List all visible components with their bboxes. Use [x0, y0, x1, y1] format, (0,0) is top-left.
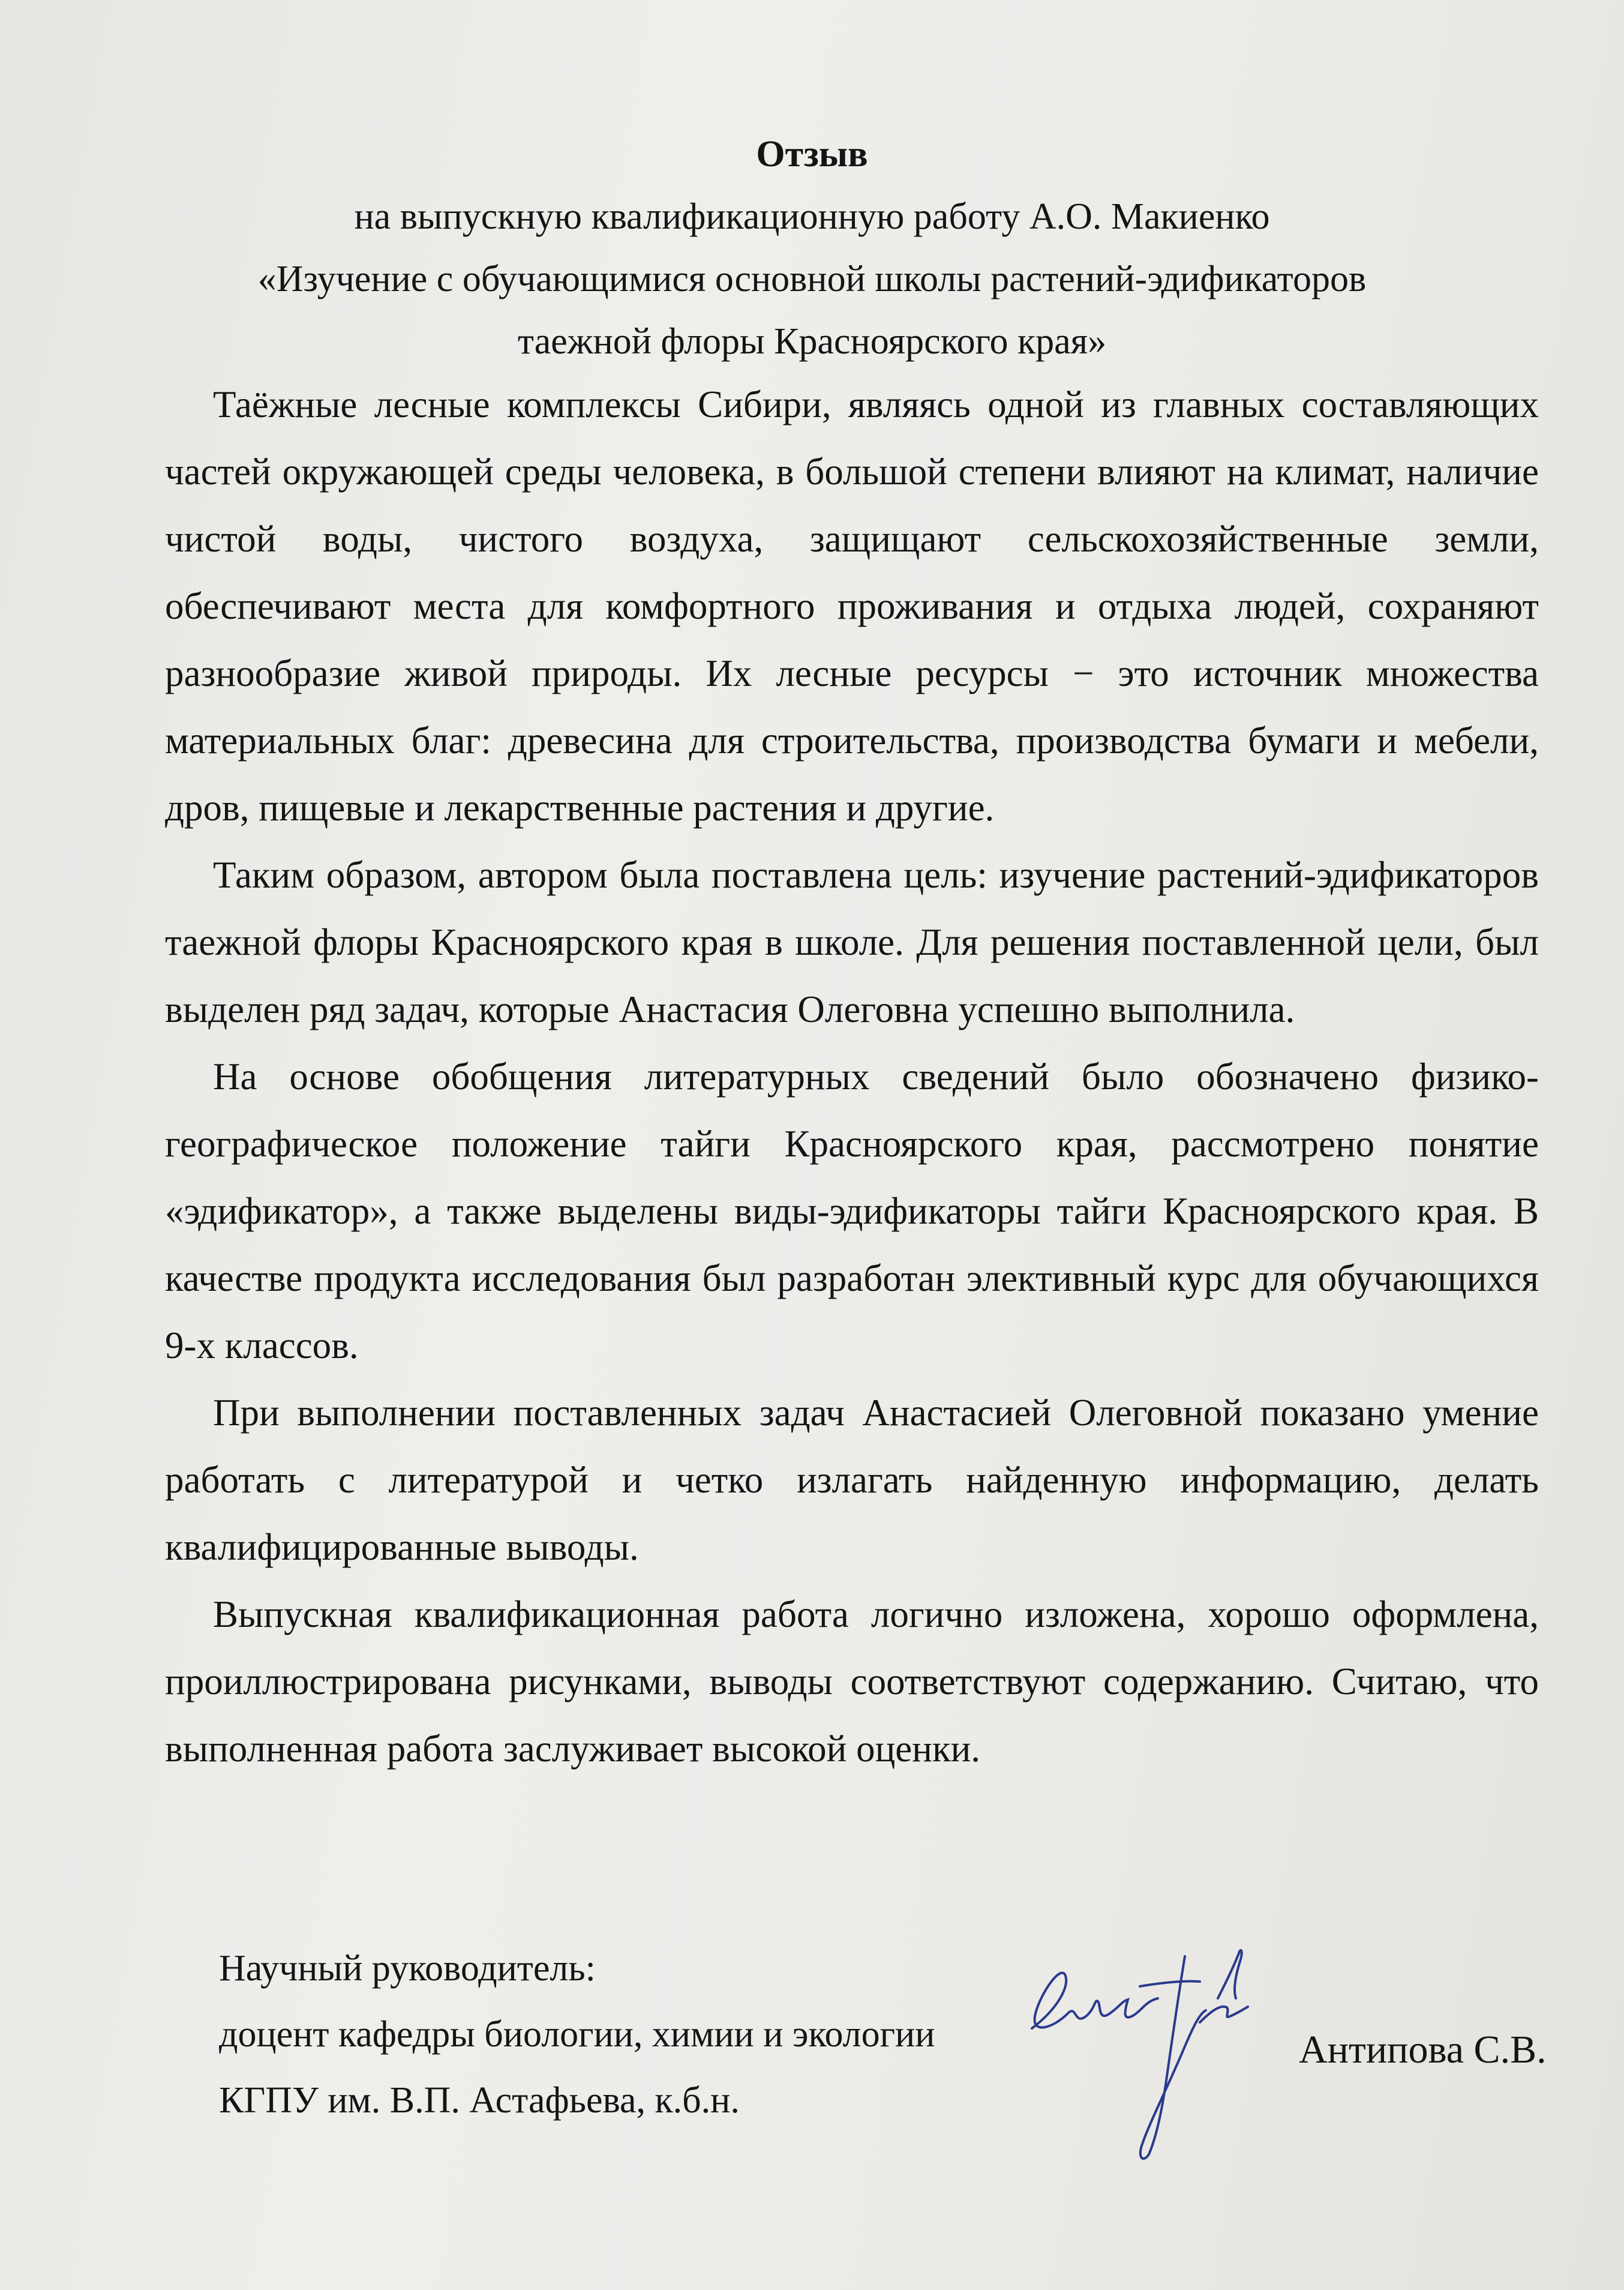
- paragraph: Выпускная квалификационная работа логично изложена, хорошо оформлена, проиллюстрирована рисунками, выводы соответствуют содержанию. Считаю, что выполненная работа заслуживает высокой оценки.: [165, 1593, 1539, 1770]
- document-body: [165, 371, 1539, 1782]
- signature-institution: КГПУ им. В.П. Астафьева, к.б.н.: [219, 2080, 740, 2121]
- signature-role: Научный руководитель:: [219, 1948, 596, 1989]
- handwritten-signature: [1020, 1944, 1308, 2166]
- paragraph: Таким образом, автором была поставлена цель: изучение растений-эдификаторов таежной флоры Красноярского края в школе. Для решения поставленной цели, был выделен ряд задач, которые Анастасия Олеговна успешно выполнила.: [165, 854, 1539, 1030]
- signature-block: [219, 1935, 935, 2133]
- subtitle-line: на выпускную квалификационную работу А.О. Макиенко: [354, 196, 1270, 237]
- document-title: Отзыв: [756, 134, 868, 175]
- paragraph: При выполнении поставленных задач Анастасией Олеговной показано умение работать с литературой и четко излагать найденную информацию, делать квалифицированные выводы.: [165, 1392, 1539, 1568]
- signature-position: доцент кафедры биологии, химии и экологии: [219, 2014, 935, 2055]
- subtitle-line: «Изучение с обучающимися основной школы растений-эдификаторов: [257, 259, 1367, 299]
- signature-name: Антипова С.В.: [1299, 2028, 1547, 2072]
- subtitle-line: таежной флоры Красноярского края»: [517, 321, 1107, 362]
- paragraph: На основе обобщения литературных сведений было обозначено физико-географическое положение тайги Красноярского края, рассмотрено понятие «эдификатор», а также выделены виды-эдификаторы тайги Красноярского края. В качестве продукта исследования был разработан элективный курс для обучающихся 9-х классов.: [165, 1056, 1539, 1366]
- document-heading: [0, 123, 1624, 373]
- paragraph: Таёжные лесные комплексы Сибири, являясь одной из главных составляющих частей окружающей среды человека, в большой степени влияют на климат, наличие чистой воды, чистого воздуха, защищают сельскохозяйственные земли, обеспечивают места для комфортного проживания и отдыха людей, сохраняют разнообразие живой природы. Их лесные ресурсы − это источник множества материальных благ: древесина для строительства, производства бумаги и мебели, дров, пищевые и лекарственные растения и другие.: [165, 383, 1539, 829]
